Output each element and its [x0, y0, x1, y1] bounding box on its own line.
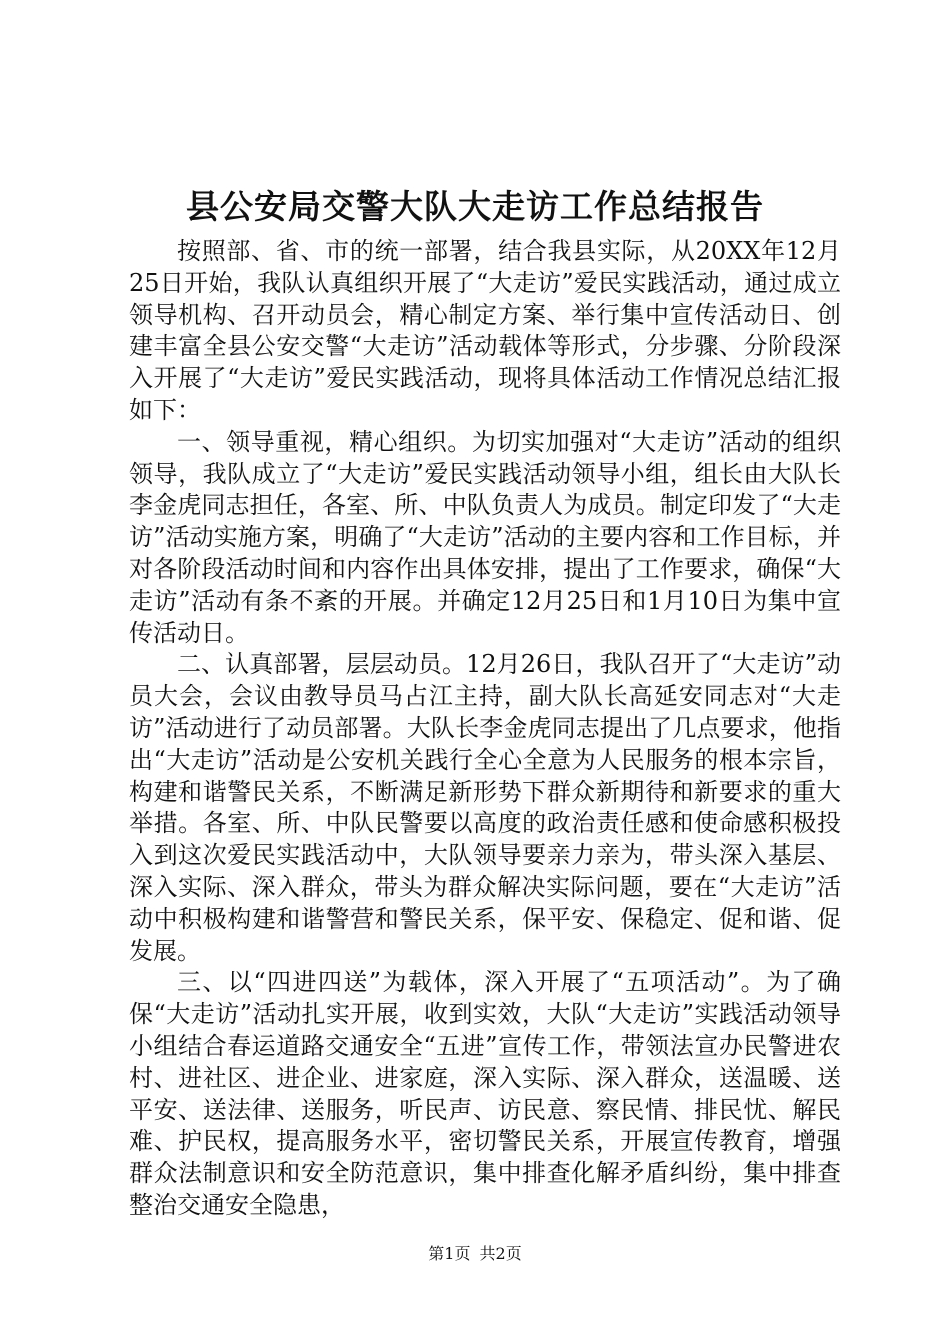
paragraph-section-3: 三、以“四进四送”为载体，深入开展了“五项活动”。为了确保“大走访”活动扎实开展，收到实效，大队“大走访”实践活动领导小组结合春运道路交通安全“五进”宣传工作，带领法宣办民警进农村、进社区、进企业、进家庭，深入实际、深入群众，送温暖、送平安、送法律、送服务，听民声、访民意、察民情、排民忧、解民难、护民权，提高服务水平，密切警民关系，开展宣传教育，增强群众法制意识和安全防范意识，集中排查化解矛盾纠纷，集中排查整治交通安全隐患，: [129, 968, 841, 1219]
document-body: [129, 236, 841, 1222]
paragraph-intro: 按照部、省、市的统一部署，结合我县实际，从20XX年12月25日开始，我队认真组织开展了“大走访”爱民实践活动，通过成立领导机构、召开动员会，精心制定方案、举行集中宣传活动日、创建丰富全县公安交警“大走访”活动载体等形式，分步骤、分阶段深入开展了“大走访”爱民实践活动，现将具体活动工作情况总结汇报如下：: [129, 237, 841, 424]
paragraph-section-2: 二、认真部署，层层动员。12月26日，我队召开了“大走访”动员大会，会议由教导员马占江主持，副大队长高延安同志对“大走访”活动进行了动员部署。大队长李金虎同志提出了几点要求，他指出“大走访”活动是公安机关践行全心全意为人民服务的根本宗旨，构建和谐警民关系，不断满足新形势下群众新期待和新要求的重大举措。各室、所、中队民警要以高度的政治责任感和使命感积极投入到这次爱民实践活动中，大队领导要亲力亲为，带头深入基层、深入实际、深入群众，带头为群众解决实际问题，要在“大走访”活动中积极构建和谐警营和警民关系，保平安、保稳定、促和谐、促发展。: [129, 650, 841, 965]
paragraph-section-1: 一、领导重视，精心组织。为切实加强对“大走访”活动的组织领导，我队成立了“大走访”爱民实践活动领导小组，组长由大队长李金虎同志担任，各室、所、中队负责人为成员。制定印发了“大走访”活动实施方案，明确了“大走访”活动的主要内容和工作目标，并对各阶段活动时间和内容作出具体安排，提出了工作要求，确保“大走访”活动有条不紊的开展。并确定12月25日和1月10日为集中宣传活动日。: [129, 427, 841, 647]
document-title: 县公安局交警大队大走访工作总结报告: [186, 187, 764, 226]
page-total: 共2页: [479, 1244, 522, 1263]
page-footer: [0, 1242, 950, 1266]
page-number: 第1页: [428, 1244, 471, 1263]
